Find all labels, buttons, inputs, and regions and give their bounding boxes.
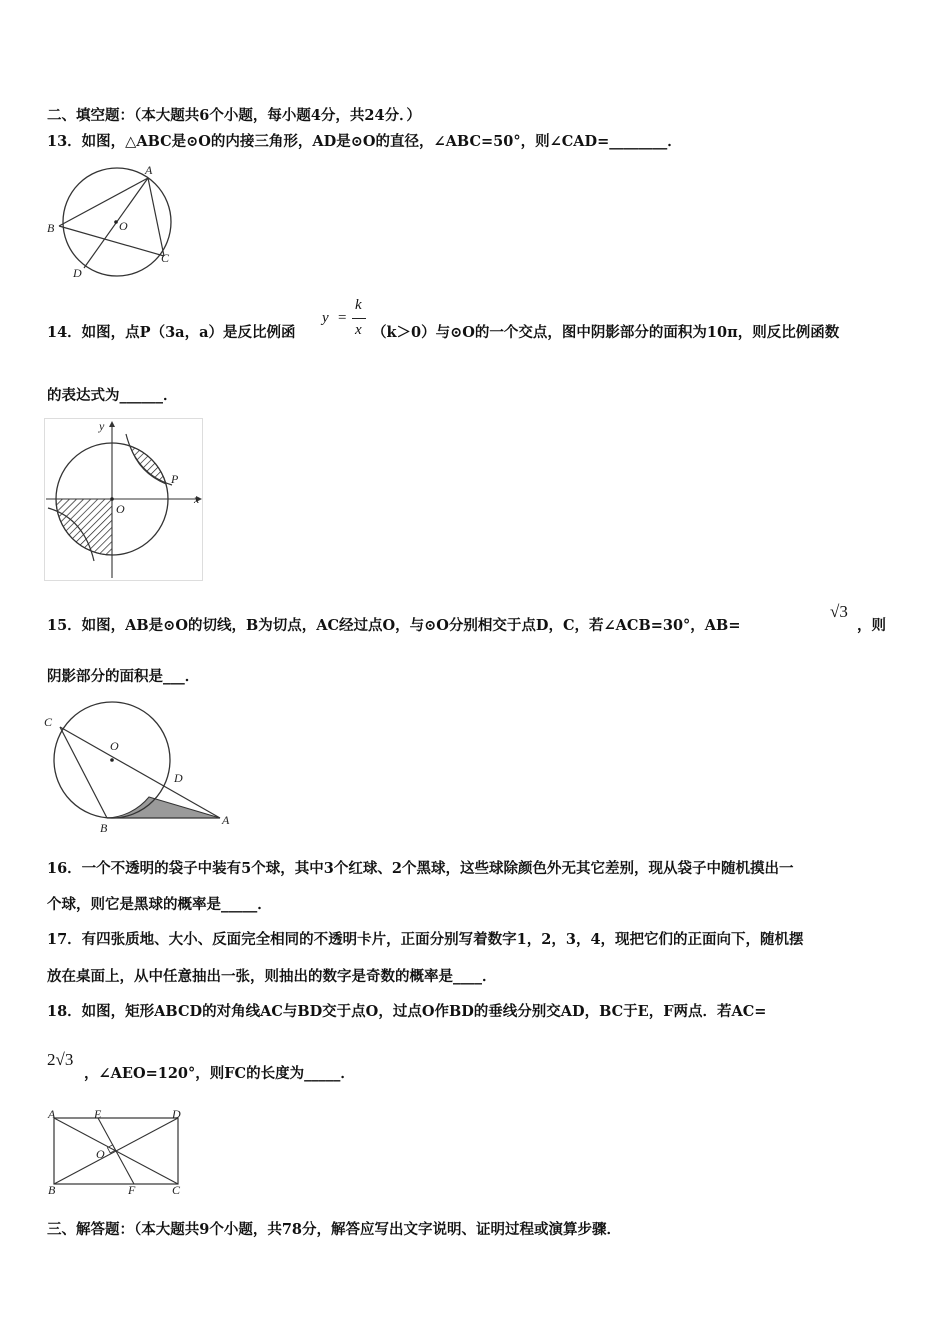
- q15-label-c: C: [44, 715, 53, 729]
- q15-label-o: O: [110, 739, 119, 753]
- q18-sqrt: 2√3: [47, 1050, 74, 1069]
- question-14-line2: 的表达式为______．: [47, 387, 178, 404]
- q15-label-d: D: [174, 771, 183, 785]
- q18-label-f: F: [128, 1183, 136, 1197]
- q13-label-d: D: [73, 266, 82, 280]
- q14-fraction-bar: [352, 318, 366, 319]
- question-17-line1: 17．有四张质地、大小、反面完全相同的不透明卡片，正面分别写着数字1，2，3，4，现把它们的正面向下，随机摆: [47, 931, 804, 948]
- q18-label-c: C: [172, 1183, 181, 1197]
- q18-label-d: D: [172, 1108, 181, 1121]
- question-18-line2: ，∠AEO=120°，则FC的长度为_____．: [84, 1065, 355, 1082]
- q13-line-bc: [59, 226, 164, 256]
- q18-label-a: A: [48, 1108, 56, 1121]
- q14-label-p: P: [171, 472, 179, 486]
- q13-label-o: O: [119, 219, 128, 233]
- question-17-line2: 放在桌面上，从中任意抽出一张，则抽出的数字是奇数的概率是____．: [47, 968, 497, 985]
- question-15-line2: 阴影部分的面积是___．: [47, 668, 200, 685]
- section-3-heading: 三、解答题：（本大题共9个小题，共78分，解答应写出文字说明、证明过程或演算步骤．: [47, 1221, 622, 1238]
- q15-shaded-region: [107, 797, 220, 818]
- q14-figure: [44, 418, 204, 582]
- q13-figure: [44, 160, 179, 285]
- question-18-line1: 18．如图，矩形ABCD的对角线AC与BD交于点O，过点O作BD的垂线分别交AD，BC于E，F两点．若AC=: [47, 1003, 767, 1020]
- q14-label-x: x: [194, 492, 200, 506]
- question-14-text-before: 14．如图，点P（3a，a）是反比例函: [47, 324, 296, 341]
- q14-shaded-quarter: [56, 499, 112, 555]
- q13-line-ac: [148, 178, 164, 256]
- q13-label-b: B: [47, 221, 55, 235]
- q13-label-c: C: [161, 251, 170, 265]
- q15-label-b: B: [100, 821, 108, 835]
- q15-sqrt3: √3: [830, 602, 848, 621]
- q13-center-dot: [114, 220, 118, 224]
- q14-label-y: y: [99, 419, 105, 433]
- q14-formula-x: x: [355, 322, 362, 338]
- q18-figure: [44, 1108, 194, 1200]
- q14-formula-y: y: [322, 310, 329, 326]
- q13-line-ab: [59, 178, 148, 226]
- question-14-text-after: （k＞0）与⊙O的一个交点，图中阴影部分的面积为10π，则反比例函数: [372, 324, 840, 341]
- q14-shaded-segment: [130, 446, 166, 484]
- question-15-text-after: ，则: [857, 617, 886, 634]
- section-2-heading: 二、填空题：（本大题共6个小题，每小题4分，共24分．）: [47, 107, 421, 124]
- question-13-text: 13．如图，△ABC是⊙O的内接三角形，AD是⊙O的直径，∠ABC=50°，则∠CAD=________．: [47, 133, 682, 150]
- q14-formula-k: k: [355, 297, 362, 313]
- q15-figure: [40, 700, 240, 840]
- q18-label-o: O: [96, 1147, 105, 1161]
- question-16-line2: 个球，则它是黑球的概率是_____．: [47, 896, 272, 913]
- q18-label-e: E: [94, 1108, 102, 1121]
- q13-label-a: A: [145, 163, 153, 177]
- question-16-line1: 16．一个不透明的袋子中装有5个球，其中3个红球、2个黑球，这些球除颜色外无其它差别，现从袋子中随机摸出一: [47, 860, 794, 877]
- question-15-text-before: 15．如图，AB是⊙O的切线，B为切点，AC经过点O，与⊙O分别相交于点D，C，若∠ACB=30°，AB=: [47, 617, 741, 634]
- q14-label-o: O: [116, 502, 125, 516]
- q18-label-b: B: [48, 1183, 56, 1197]
- q15-label-a: A: [222, 813, 230, 827]
- q14-formula-eq: =: [338, 310, 347, 326]
